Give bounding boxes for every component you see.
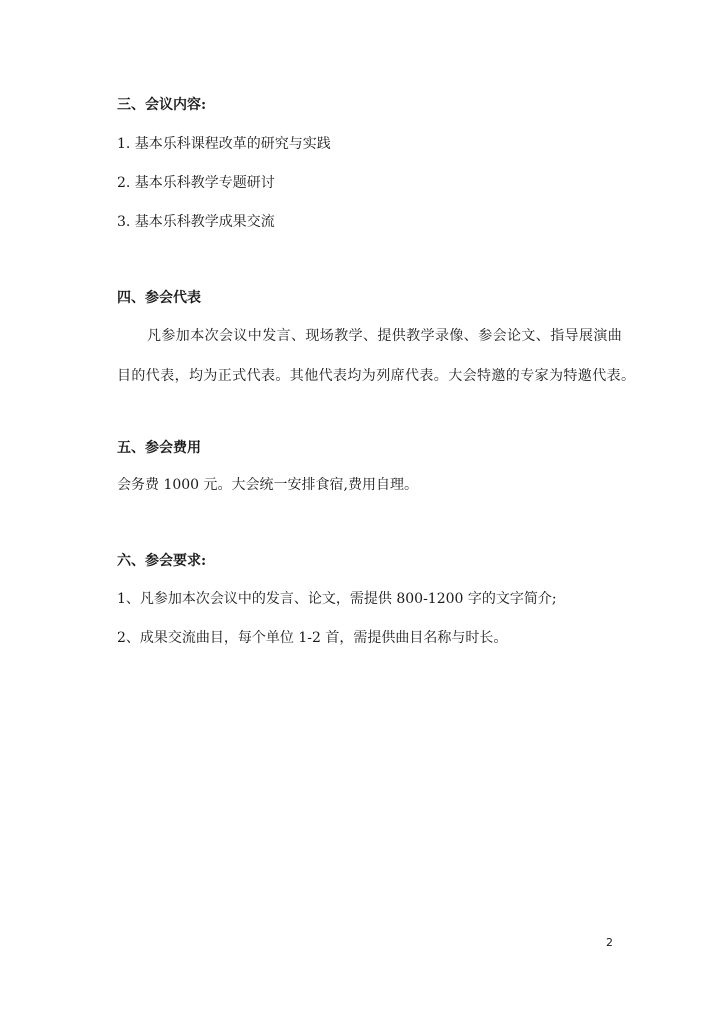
section-heading-fees: 五、参会费用 [117, 440, 201, 456]
list-item-meeting-content-3: 3. 基本乐科教学成果交流 [117, 214, 275, 230]
fees-text: 会务费 1000 元。大会统一安排食宿,费用自理。 [117, 477, 418, 493]
section-heading-delegates: 四、参会代表 [117, 290, 201, 306]
requirement-item-1: 1、凡参加本次会议中的发言、论文，需提供 800-1200 字的文字简介; [117, 591, 557, 607]
requirement-item-2: 2、成果交流曲目，每个单位 1-2 首，需提供曲目名称与时长。 [117, 630, 508, 646]
section-heading-requirements: 六、参会要求: [117, 553, 207, 569]
page-number: 2 [606, 936, 613, 949]
section-heading-meeting-content: 三、会议内容: [117, 97, 207, 113]
delegates-paragraph-line-2: 目的代表，均为正式代表。其他代表均为列席代表。大会特邀的专家为特邀代表。 [117, 368, 636, 384]
list-item-meeting-content-2: 2. 基本乐科教学专题研讨 [117, 175, 275, 191]
list-item-meeting-content-1: 1. 基本乐科课程改革的研究与实践 [117, 136, 331, 152]
delegates-paragraph-line-1: 凡参加本次会议中发言、现场教学、提供教学录像、参会论文、指导展演曲 [147, 328, 623, 344]
